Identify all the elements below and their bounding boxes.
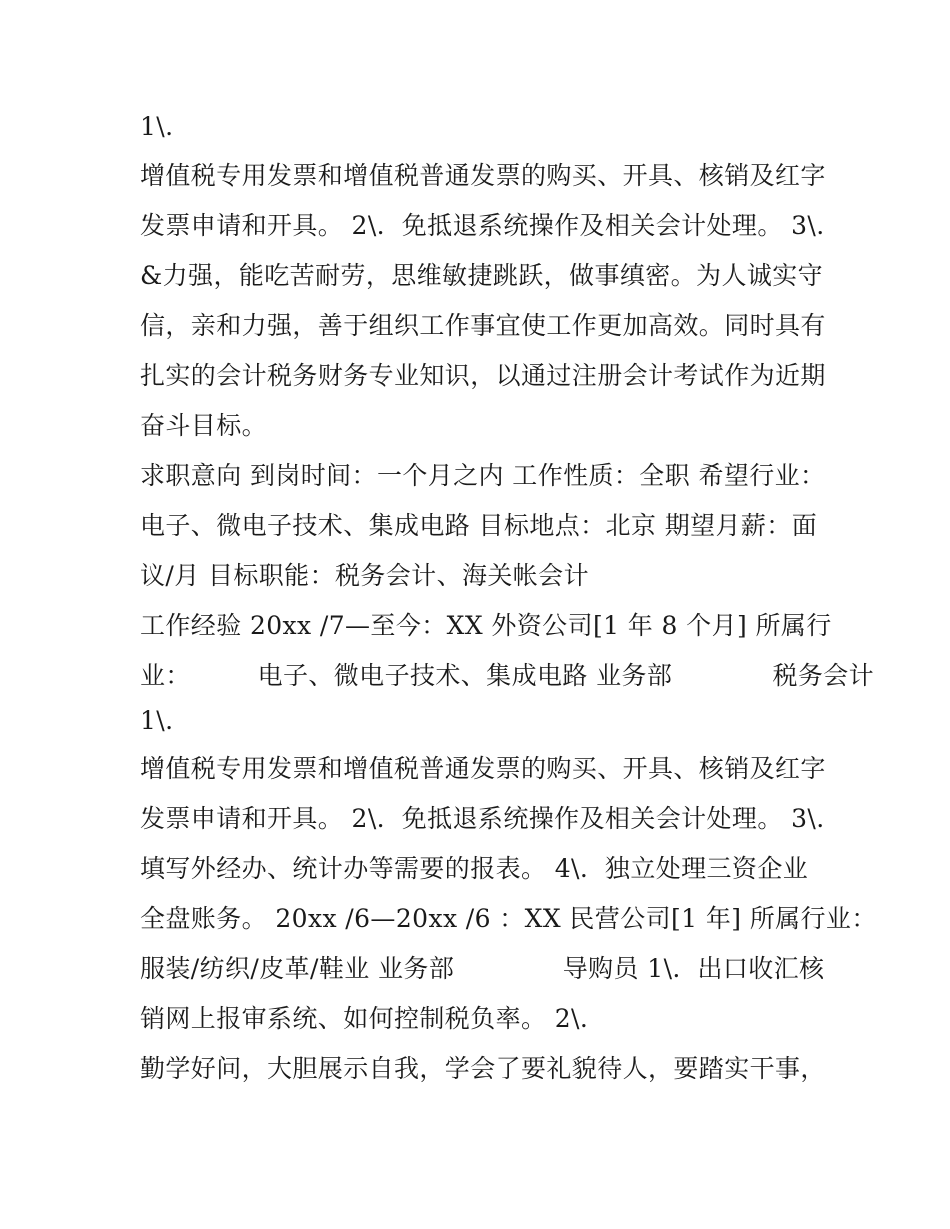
text-line: 勤学好问，大胆展示自我，学会了要礼貌待人，要踏实干事， bbox=[140, 1054, 826, 1083]
text-line: 工作经验 20xx /7—至今：XX 外资公司[1 年 8 个月] 所属行 bbox=[140, 611, 832, 640]
text-line: 1\. bbox=[140, 112, 174, 141]
text-line: 求职意向 到岗时间：一个月之内 工作性质：全职 希望行业： bbox=[140, 461, 826, 490]
text-line: 发票申请和开具。 2\. 免抵退系统操作及相关会计处理。 3\. bbox=[140, 804, 825, 833]
text-line: 增值税专用发票和增值税普通发票的购买、开具、核销及红字 bbox=[140, 754, 826, 783]
text-line: 销网上报审系统、如何控制税负率。 2\. bbox=[140, 1004, 589, 1033]
text-line: 发票申请和开具。 2\. 免抵退系统操作及相关会计处理。 3\. bbox=[140, 211, 825, 240]
text-line: 填写外经办、统计办等需要的报表。 4\. 独立处理三资企业 bbox=[140, 854, 809, 883]
text-line: 全盘账务。 20xx /6—20xx /6 ：XX 民营公司[1 年] 所属行业： bbox=[140, 904, 877, 933]
text-line: 信，亲和力强，善于组织工作事宜使工作更加高效。同时具有 bbox=[140, 311, 826, 340]
text-line: 服装/纺织/皮革/鞋业 业务部 导购员 1\. 出口收汇核 bbox=[140, 954, 825, 983]
text-line: 1\. bbox=[140, 706, 174, 735]
text-line: 奋斗目标。 bbox=[140, 411, 268, 440]
text-line: &力强，能吃苦耐劳，思维敏捷跳跃，做事缜密。为人诚实守 bbox=[140, 261, 824, 290]
text-line: 扎实的会计税务财务专业知识，以通过注册会计考试作为近期 bbox=[140, 361, 826, 390]
text-line: 电子、微电子技术、集成电路 目标地点：北京 期望月薪：面 bbox=[140, 511, 818, 540]
text-line: 增值税专用发票和增值税普通发票的购买、开具、核销及红字 bbox=[140, 161, 826, 190]
text-line: 业： 电子、微电子技术、集成电路 业务部 税务会计 bbox=[140, 661, 875, 690]
text-line: 议/月 目标职能：税务会计、海关帐会计 bbox=[140, 561, 589, 590]
